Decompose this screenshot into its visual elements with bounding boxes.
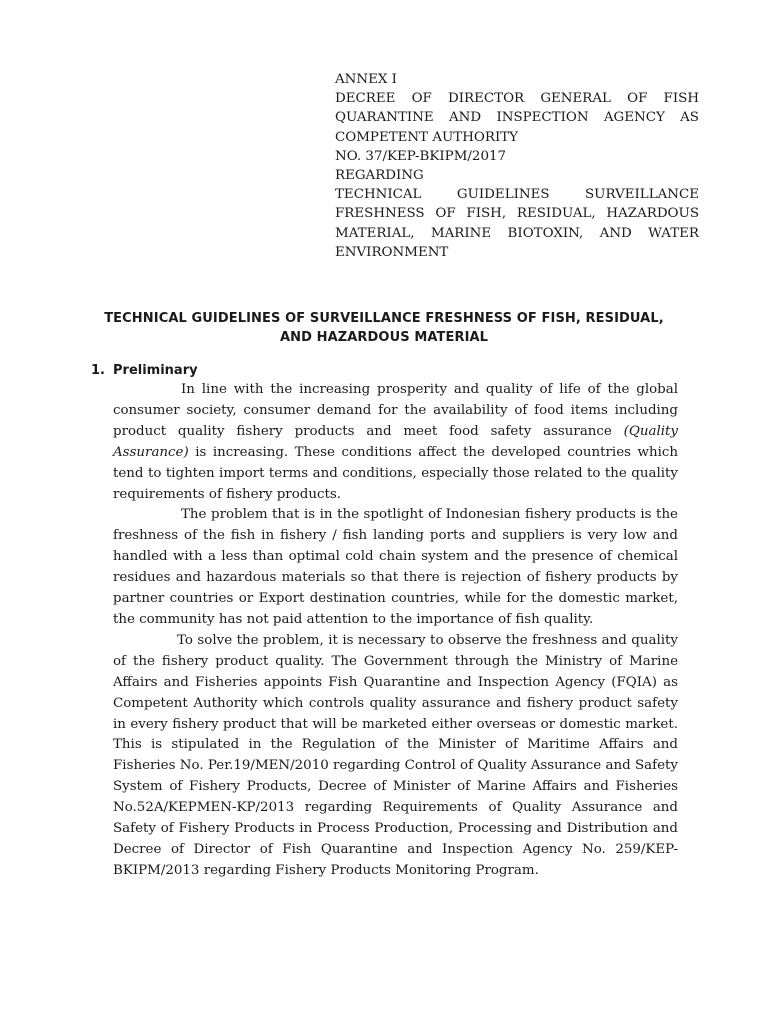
paragraph bbox=[113, 380, 678, 505]
section-heading bbox=[91, 361, 198, 380]
annex-label: ANNEX I bbox=[335, 72, 397, 87]
section-number: 1. bbox=[91, 363, 105, 378]
italic-term: (Quality Assurance) bbox=[113, 423, 678, 460]
decree-title: DECREE OF DIRECTOR GENERAL OF FISH QUARANTINE AND INSPECTION AGENCY AS COMPETENT AUTHORITY bbox=[335, 91, 699, 145]
section-title: Preliminary bbox=[113, 363, 198, 378]
decree-number: NO. 37/KEP-BKIPM/2017 bbox=[335, 148, 506, 164]
paragraph: The problem that is in the spotlight of Indonesian fishery products is the freshness of the fish in fishery / fish landing ports and suppliers is very low and handled with a less than optimal cold chain system and the presence of chemical residues and hazardous materials so that there is rejection of fishery products by partner countries or Export destination countries, while for the domestic market, the community has not paid attention to the importance of fish quality. bbox=[113, 507, 678, 627]
regarding-label: REGARDING bbox=[335, 168, 424, 184]
paragraph-text: is increasing. These conditions affect the developed countries which tend to tighten import terms and conditions, especially those related to the quality requirements of fishery products. bbox=[113, 444, 678, 502]
document-title: TECHNICAL GUIDELINES OF SURVEILLANCE FRESHNESS OF FISH, RESIDUAL, AND HAZARDOUS MATERIAL bbox=[104, 311, 664, 345]
annex-header bbox=[335, 70, 699, 262]
paragraph-text: In line with the increasing prosperity and quality of life of the global consumer society, consumer demand for the availability of food items including product quality fishery products and meet food safety assurance bbox=[113, 382, 678, 439]
decree-subject: TECHNICAL GUIDELINES SURVEILLANCE FRESHNESS OF FISH, RESIDUAL, HAZARDOUS MATERIAL, MARINE BIOTOXIN, AND WATER ENVIRONMENT bbox=[335, 187, 699, 260]
body-text bbox=[113, 380, 678, 882]
paragraph: To solve the problem, it is necessary to observe the freshness and quality of the fishery product quality. The Government through the Ministry of Marine Affairs and Fisheries appoints Fish Quarantine and Inspection Agency (FQIA) as Competent Authority which controls quality assurance and fishery product safety in every fishery product that will be marketed either overseas or domestic market. This is stipulated in the Regulation of the Minister of Maritime Affairs and Fisheries No. Per.19/MEN/2010 regarding Control of Quality Assurance and Safety System of Fishery Products, Decree of Minister of Marine Affairs and Fisheries No.52A/KEPMEN-KP/2013 regarding Requirements of Quality Assurance and Safety of Fishery Products in Process Production, Processing and Distribution and Decree of Director of Fish Quarantine and Inspection Agency No. 259/KEP-BKIPM/2013 regarding Fishery Products Monitoring Program. bbox=[113, 632, 678, 878]
